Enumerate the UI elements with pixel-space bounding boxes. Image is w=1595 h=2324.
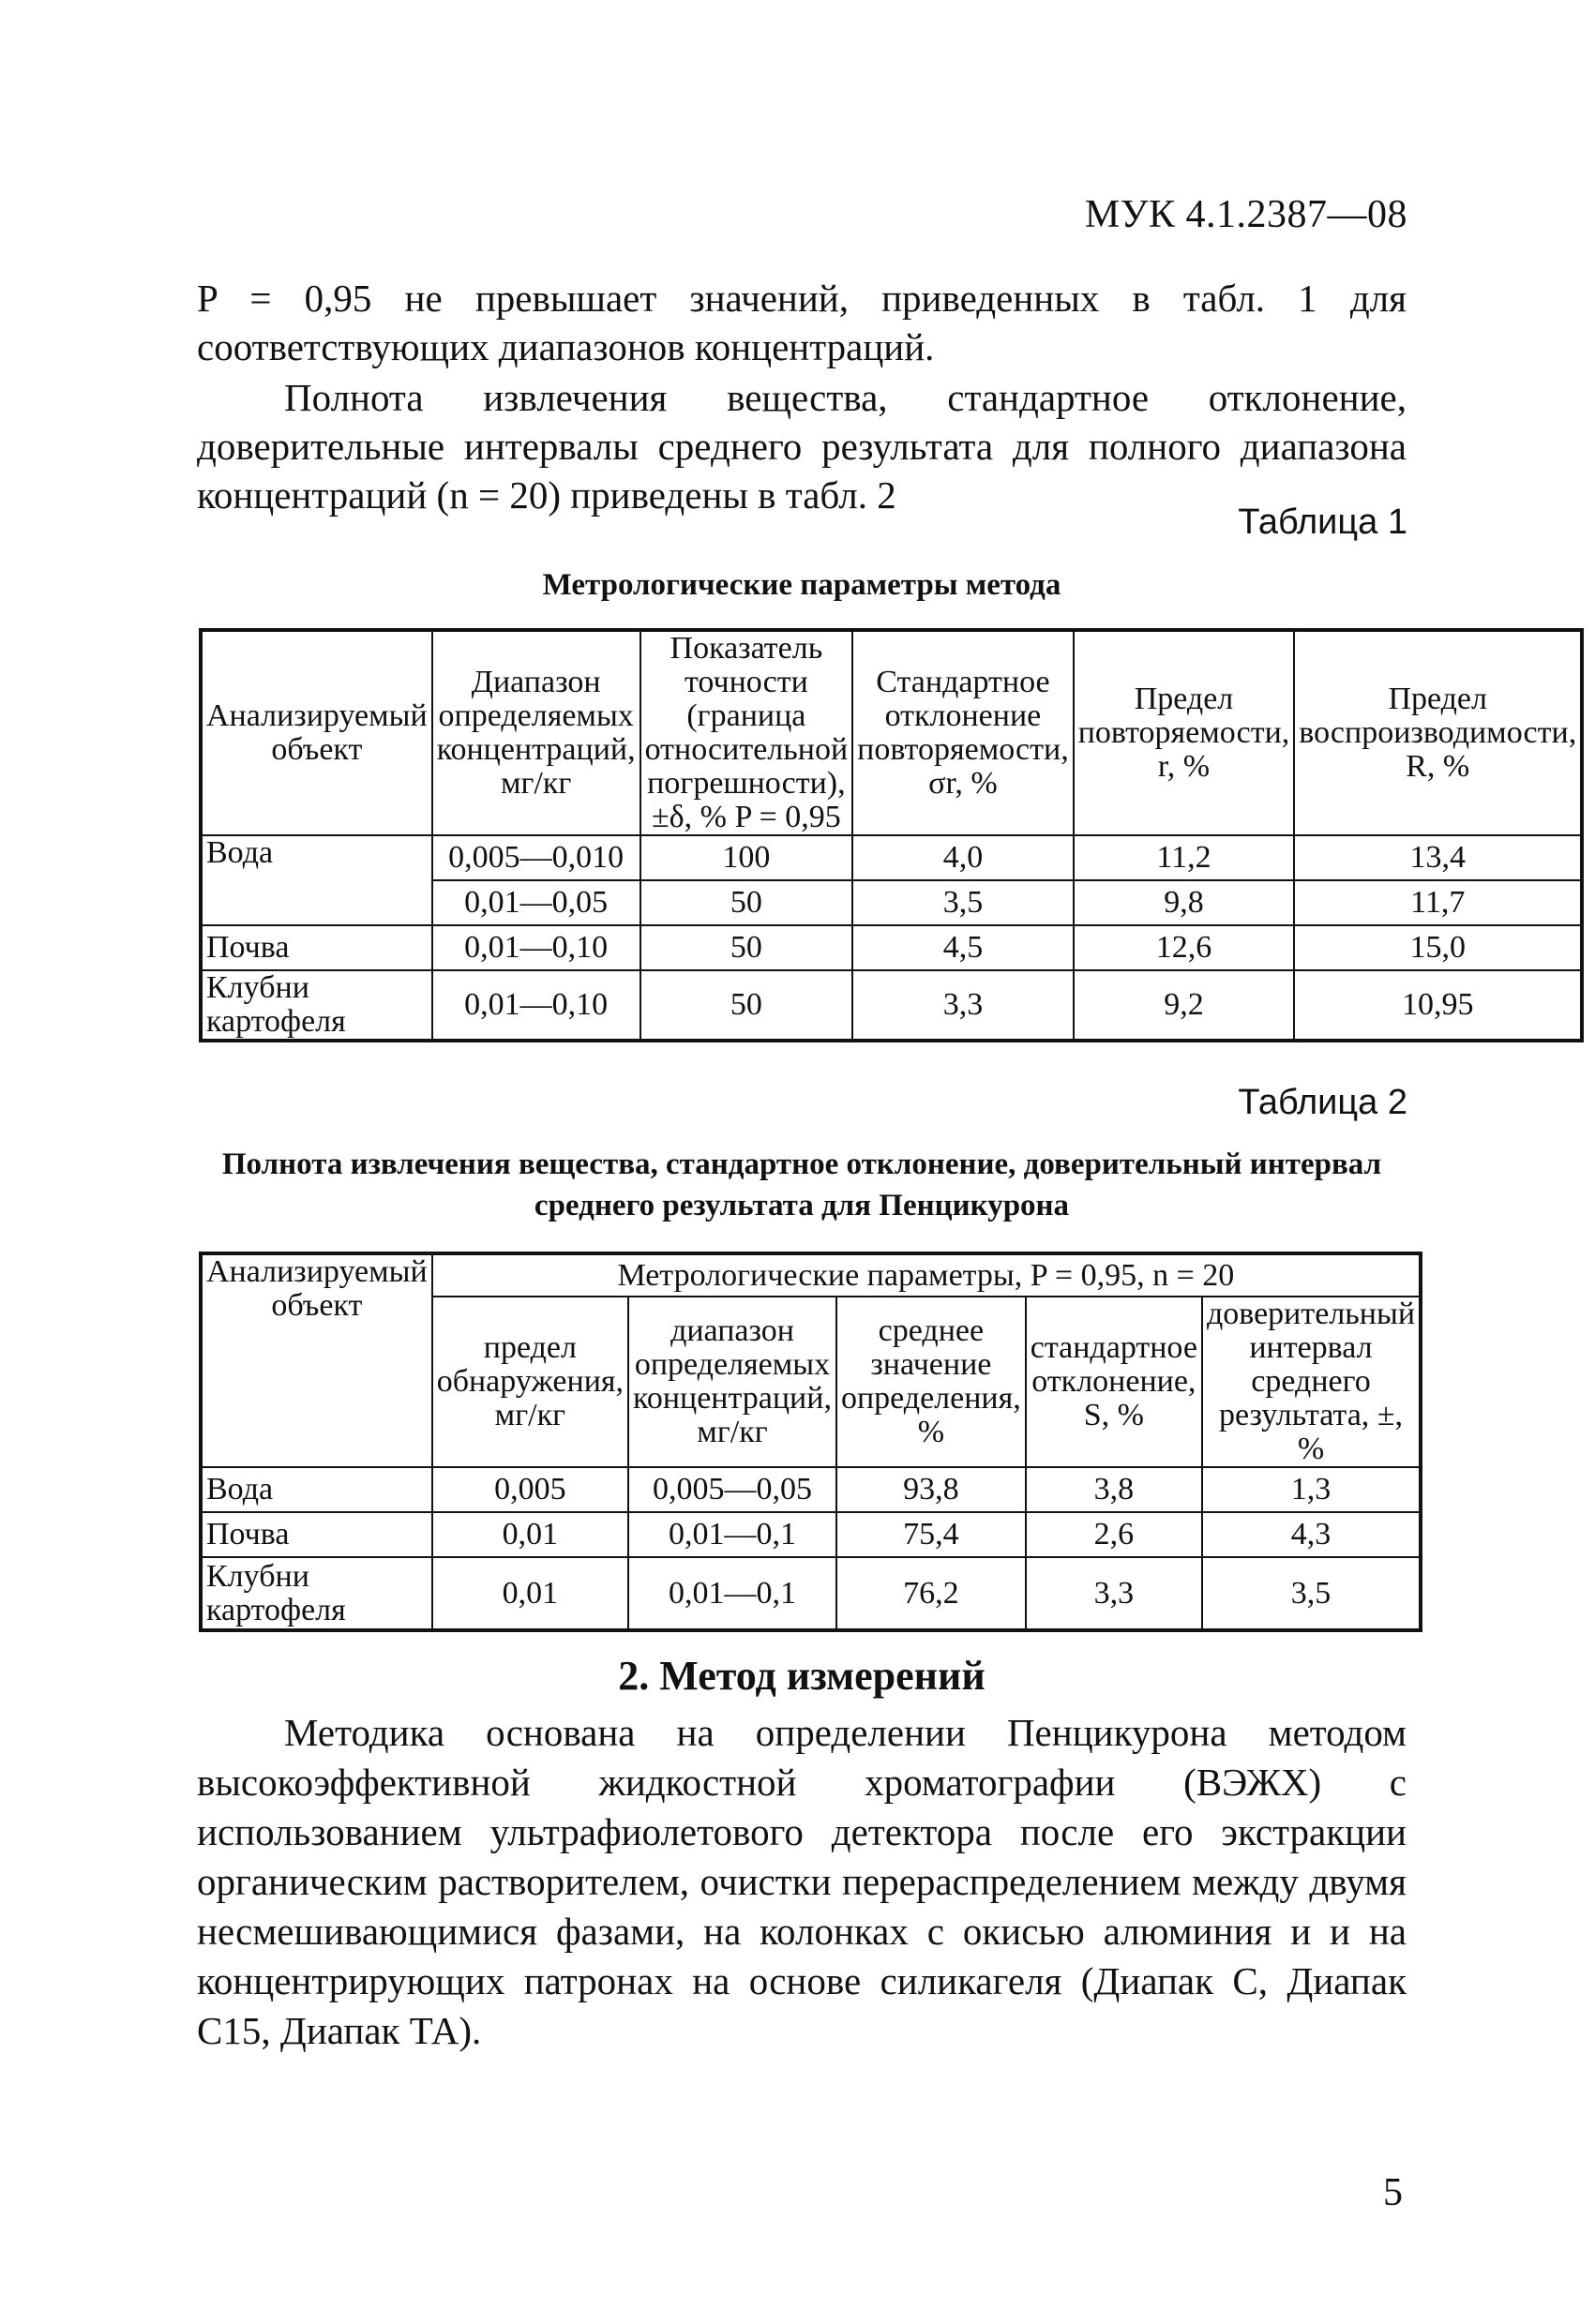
table1-sd-cell: 4,0 xyxy=(852,835,1074,880)
table2-lod-cell: 0,01 xyxy=(432,1512,628,1557)
table1-header-row xyxy=(201,630,1582,835)
table-row xyxy=(201,1557,1421,1630)
table1-repeat-cell: 12,6 xyxy=(1074,925,1295,970)
table2-ci-cell: 3,5 xyxy=(1202,1557,1421,1630)
intro-paragraph-2: Полнота извлечения вещества, стандартное отклонение, доверительные интервалы среднего результата для полного диапазона концентраций (n = 20) приведены в табл. 2 xyxy=(197,376,1407,517)
table1-object-cell: Вода xyxy=(201,835,432,925)
table-row xyxy=(201,970,1582,1041)
table2-sd-cell: 2,6 xyxy=(1026,1512,1202,1557)
table1-header-cell: Предел воспроизводимости, R, % xyxy=(1294,630,1582,835)
table1-accuracy-cell: 50 xyxy=(640,970,853,1041)
table1-sd-cell: 3,3 xyxy=(852,970,1074,1041)
document-code: МУК 4.1.2387—08 xyxy=(1084,193,1407,236)
table2-sd-cell: 3,8 xyxy=(1026,1467,1202,1512)
table2-range-cell: 0,005—0,05 xyxy=(628,1467,836,1512)
table1-header-cell: Предел повторяемости, r, % xyxy=(1074,630,1295,835)
table2-header-cell: среднее значение определения, % xyxy=(836,1297,1026,1467)
table2-sd-cell: 3,3 xyxy=(1026,1557,1202,1630)
table1-reprod-cell: 11,7 xyxy=(1294,880,1582,925)
table1-repeat-cell: 11,2 xyxy=(1074,835,1295,880)
table2-mean-cell: 75,4 xyxy=(836,1512,1026,1557)
table1-accuracy-cell: 50 xyxy=(640,880,853,925)
table1-sd-cell: 4,5 xyxy=(852,925,1074,970)
table2-header-cell: Анализируемый объект xyxy=(201,1253,432,1467)
table2-ci-cell: 4,3 xyxy=(1202,1512,1421,1557)
table1-repeat-cell: 9,8 xyxy=(1074,880,1295,925)
table1-reprod-cell: 13,4 xyxy=(1294,835,1582,880)
table1-range-cell: 0,01—0,10 xyxy=(432,925,640,970)
table2-range-cell: 0,01—0,1 xyxy=(628,1512,836,1557)
table1-header-cell: Стандартное отклонение повторяемости, σr, % xyxy=(852,630,1074,835)
table-row xyxy=(201,835,1582,880)
table2-object-cell: Почва xyxy=(201,1512,432,1557)
table2-header-cell: стандартное отклонение, S, % xyxy=(1026,1297,1202,1467)
table2-header-cell: доверительный интервал среднего результата, ±, % xyxy=(1202,1297,1421,1467)
page-number: 5 xyxy=(1383,2171,1403,2214)
table2-object-cell: Вода xyxy=(201,1467,432,1512)
table1-caption: Метрологические параметры метода xyxy=(542,568,1061,602)
table2-range-cell: 0,01—0,1 xyxy=(628,1557,836,1630)
table1-range-cell: 0,005—0,010 xyxy=(432,835,640,880)
table-row xyxy=(201,1512,1421,1557)
table2-object-cell: Клубни картофеля xyxy=(201,1557,432,1630)
table-row xyxy=(201,1467,1421,1512)
table2-lod-cell: 0,01 xyxy=(432,1557,628,1630)
table1-header-cell: Показатель точности (граница относительной погрешности), ±δ, % P = 0,95 xyxy=(640,630,853,835)
table1-sd-cell: 3,5 xyxy=(852,880,1074,925)
table2-mean-cell: 76,2 xyxy=(836,1557,1026,1630)
section-heading: 2. Метод измерений xyxy=(618,1653,986,1699)
table1-accuracy-cell: 100 xyxy=(640,835,853,880)
table2-ci-cell: 1,3 xyxy=(1202,1467,1421,1512)
table2-group-header-row xyxy=(201,1253,1421,1297)
table2-group-header: Метрологические параметры, P = 0,95, n = 20 xyxy=(432,1253,1421,1297)
table1-label: Таблица 1 xyxy=(1238,502,1407,542)
table2-header-cell: диапазон определяемых концентраций, мг/кг xyxy=(628,1297,836,1467)
intro-paragraph-1: P = 0,95 не превышает значений, приведенных в табл. 1 для соответствующих диапазонов концентраций. xyxy=(197,277,1407,368)
table1-range-cell: 0,01—0,05 xyxy=(432,880,640,925)
table2 xyxy=(199,1252,1422,1632)
table1-object-cell: Клубни картофеля xyxy=(201,970,432,1041)
section-paragraph: Методика основана на определении Пенцикурона методом высокоэффективной жидкостной хроматографии (ВЭЖХ) с использованием ультрафиолетового детектора после его экстракции органическим растворителем, очистки перераспределением между двумя несмешивающимися фазами, на колонках с окисью алюминия и и на концентрирующих патронах на основе силикагеля (Диапак С, Диапак С15, Диапак ТА). xyxy=(197,1711,1407,2052)
table2-label: Таблица 2 xyxy=(1238,1083,1407,1122)
table1-reprod-cell: 10,95 xyxy=(1294,970,1582,1041)
table-row xyxy=(201,925,1582,970)
table1-accuracy-cell: 50 xyxy=(640,925,853,970)
table2-mean-cell: 93,8 xyxy=(836,1467,1026,1512)
table1-header-cell: Анализируемый объект xyxy=(201,630,432,835)
table1 xyxy=(199,628,1584,1042)
table1-range-cell: 0,01—0,10 xyxy=(432,970,640,1041)
table2-lod-cell: 0,005 xyxy=(432,1467,628,1512)
table1-repeat-cell: 9,2 xyxy=(1074,970,1295,1041)
table2-caption: Полнота извлечения вещества, стандартное отклонение, доверительный интервал среднего результата для Пенцикурона xyxy=(221,1147,1382,1222)
table1-object-cell: Почва xyxy=(201,925,432,970)
table1-reprod-cell: 15,0 xyxy=(1294,925,1582,970)
table2-header-cell: предел обнаружения, мг/кг xyxy=(432,1297,628,1467)
table1-header-cell: Диапазон определяемых концентраций, мг/кг xyxy=(432,630,640,835)
